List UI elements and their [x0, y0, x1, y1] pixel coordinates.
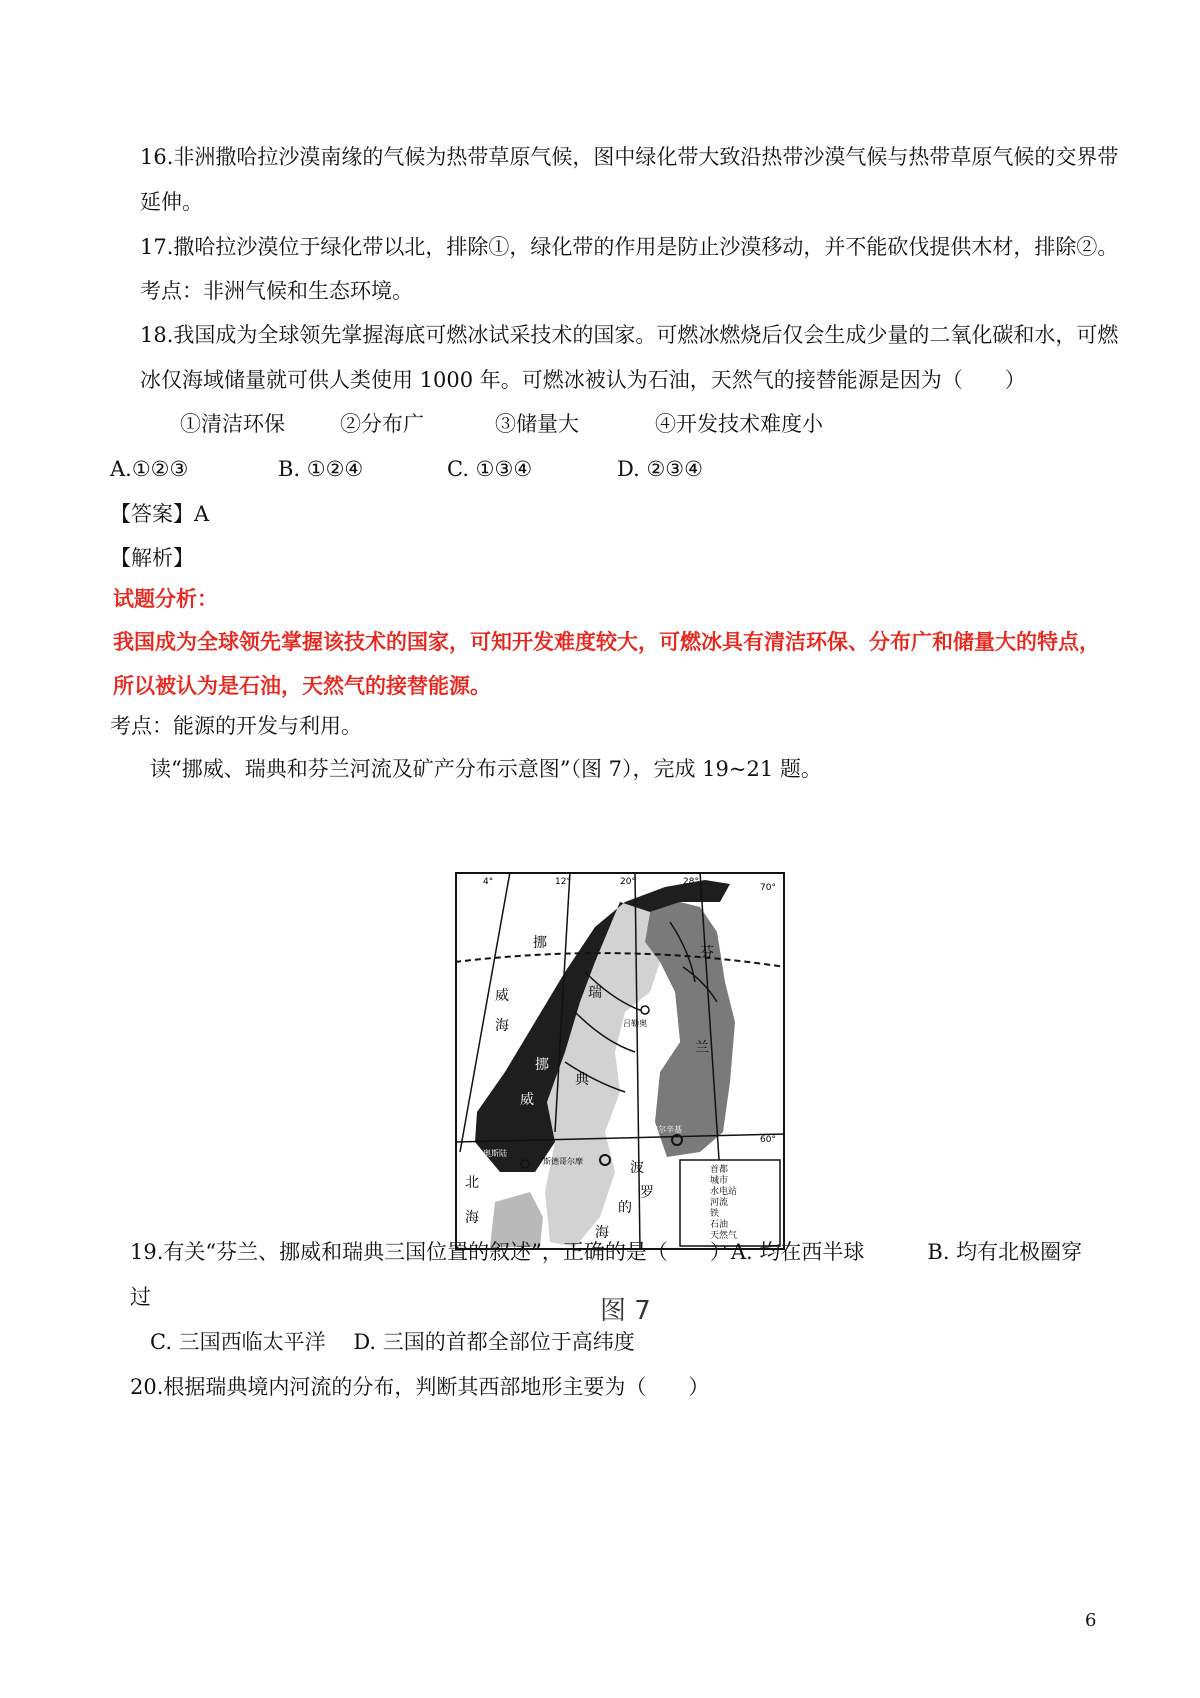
label-rui: 瑞	[588, 985, 602, 1001]
label-hai-north: 海	[465, 1210, 479, 1226]
lulea-marker	[641, 1006, 649, 1014]
kaodian-1: 考点：非洲气候和生态环境。	[140, 279, 413, 303]
legend-oil: 石油	[710, 1220, 729, 1230]
lon-label-2: 12°	[555, 877, 571, 887]
q18-option-d: D. ②③④	[617, 457, 703, 481]
analysis-label: 【解析】	[110, 546, 194, 570]
label-dian: 典	[575, 1072, 589, 1088]
label-wei: 威	[520, 1092, 534, 1108]
legend-city: 城市	[710, 1176, 729, 1186]
lat-label-60: 60°	[760, 1135, 776, 1145]
q19-line2: 过	[130, 1285, 151, 1309]
analysis-text-1: 我国成为全球领先掌握该技术的国家，可知开发难度较大，可燃冰具有清洁环保、分布广和储量大的特点，	[113, 630, 1100, 654]
legend-river: 河流	[710, 1198, 729, 1208]
label-lulea: 吕勒奥	[623, 1019, 647, 1028]
label-hai-sea: 海	[495, 1018, 509, 1034]
label-bo: 波	[630, 1160, 644, 1176]
q18-option-c: C. ①③④	[447, 457, 533, 481]
answer-label: 【答案】A	[110, 502, 210, 526]
q19-line1: 19.有关“芬兰、挪威和瑞典三国位置的叙述”，正确的是（ ）A. 均在西半球 B. 均有北极圈穿	[130, 1240, 1083, 1264]
label-wei-sea: 威	[495, 988, 509, 1004]
legend-iron: 铁	[710, 1209, 720, 1219]
lon-label-3: 20°	[620, 877, 636, 887]
lon-label-4: 28°	[683, 877, 699, 887]
map-intro: 读“挪威、瑞典和芬兰河流及矿产分布示意图”（图 7），完成 19~21 题。	[150, 757, 822, 781]
q18-item-1: ①清洁环保	[180, 412, 285, 436]
q18-option-b: B. ①②④	[278, 457, 364, 481]
lat-label-70: 70°	[760, 883, 776, 893]
label-hai-baltic: 海	[595, 1225, 609, 1241]
label-bei: 北	[465, 1175, 479, 1191]
q18-item-4: ④开发技术难度小	[655, 412, 823, 436]
figure-caption: 图 7	[600, 1296, 651, 1326]
page-number: 6	[1085, 1610, 1097, 1631]
legend-capital: 首都	[710, 1165, 729, 1175]
label-de: 的	[618, 1200, 632, 1216]
label-nuo: 挪	[535, 1057, 549, 1073]
q18-line2: 冰仅海域储量就可供人类使用 1000 年。可燃冰被认为石油，天然气的接替能源是因为（ ）	[140, 368, 1026, 392]
analysis-text-2: 所以被认为是石油，天然气的接替能源。	[113, 674, 491, 698]
q17-line: 17.撒哈拉沙漠位于绿化带以北，排除①，绿化带的作用是防止沙漠移动，并不能砍伐提供木材，排除②。	[140, 235, 1119, 259]
kaodian-2: 考点：能源的开发与利用。	[110, 714, 362, 738]
label-fen: 芬	[700, 945, 714, 961]
label-helsinki: 赫尔辛基	[650, 1125, 682, 1134]
q18-line1: 18.我国成为全球领先掌握海底可燃冰试采技术的国家。可燃冰燃烧后仅会生成少量的二氧化碳和水，可燃	[140, 323, 1119, 347]
q18-item-2: ②分布广	[340, 412, 424, 436]
q16-line1: 16.非洲撒哈拉沙漠南缘的气候为热带草原气候，图中绿化带大致沿热带沙漠气候与热带草原气候的交界带	[140, 145, 1119, 169]
legend-gas: 天然气	[710, 1231, 738, 1241]
q18-option-a: A.①②③	[110, 457, 189, 481]
scandinavia-map	[455, 872, 785, 1250]
q16-line2: 延伸。	[140, 190, 203, 214]
lon-label-1: 4°	[483, 877, 494, 887]
analysis-heading: 试题分析：	[113, 587, 218, 611]
q20-line: 20.根据瑞典境内河流的分布，判断其西部地形主要为（ ）	[130, 1375, 710, 1399]
q19-line3: C. 三国西临太平洋 D. 三国的首都全部位于高纬度	[150, 1330, 635, 1354]
label-oslo: 奥斯陆	[483, 1149, 507, 1158]
label-luo: 罗	[640, 1185, 654, 1201]
label-stockholm: 斯德哥尔摩	[543, 1157, 583, 1166]
label-nuo-sea: 挪	[533, 935, 547, 951]
q18-item-3: ③储量大	[495, 412, 579, 436]
label-lan: 兰	[695, 1040, 709, 1056]
legend-hydro: 水电站	[710, 1187, 738, 1197]
